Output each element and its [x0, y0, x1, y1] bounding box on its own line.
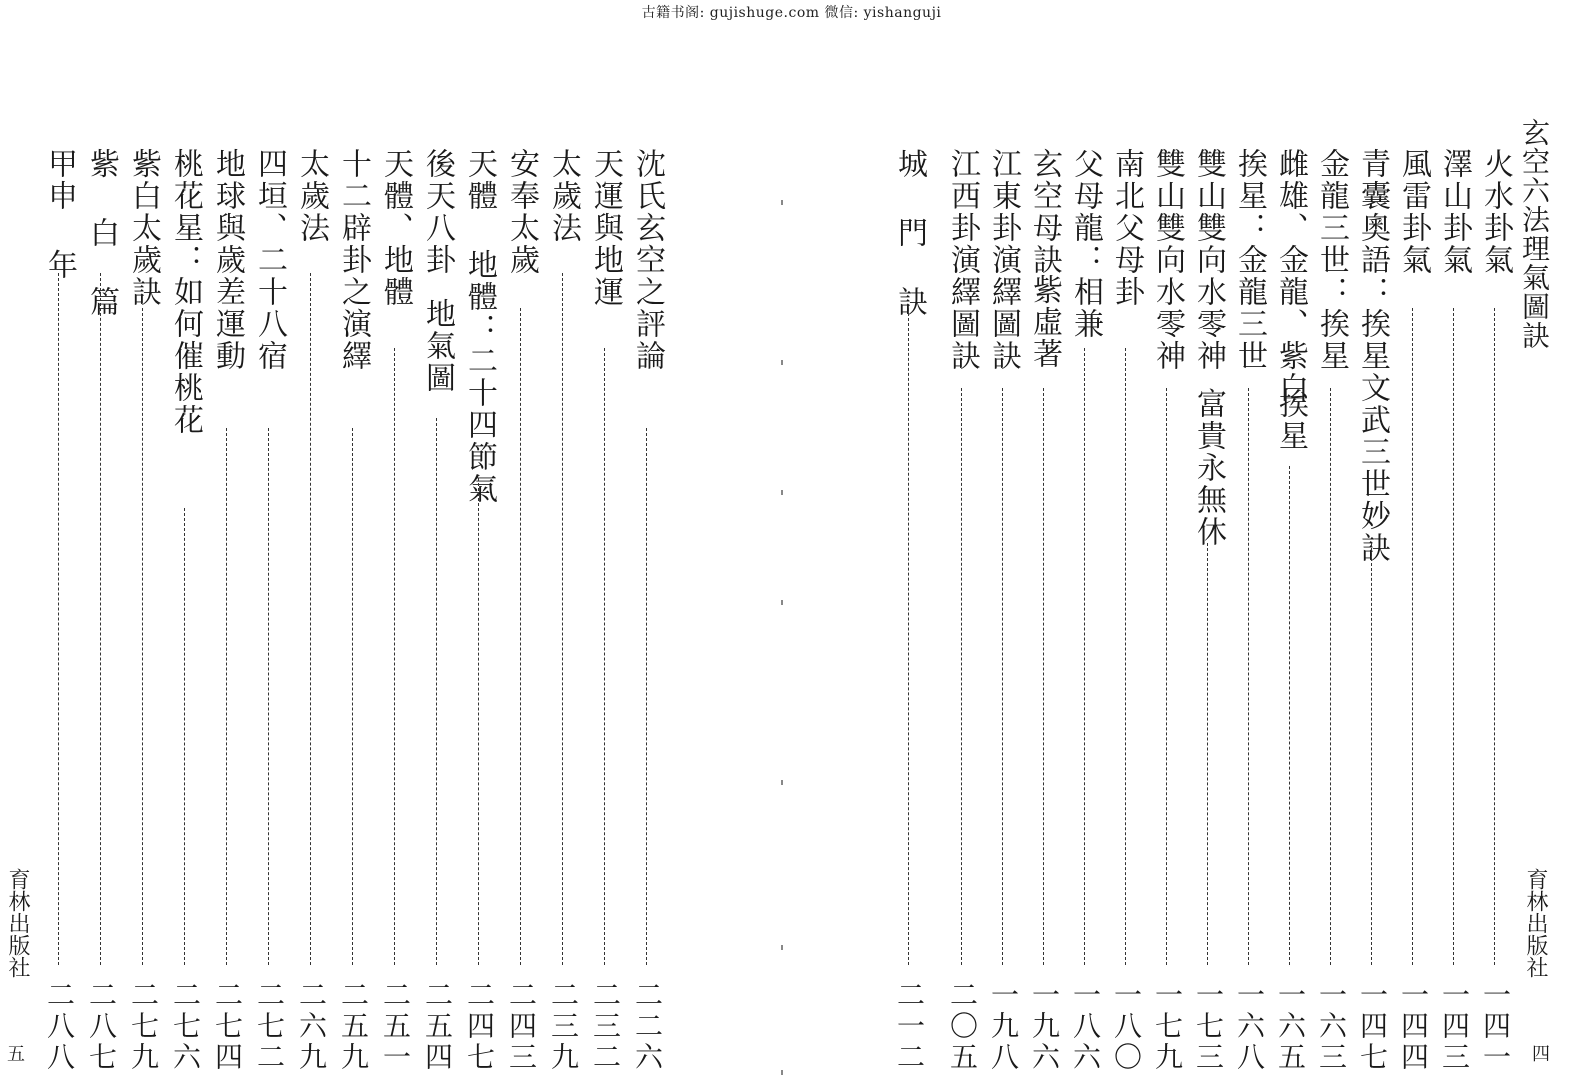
section-title: 玄空六法理氣圖訣: [1518, 118, 1551, 350]
toc-entry-title: 城 門 訣: [892, 148, 927, 318]
dotted-leader: [1289, 466, 1290, 965]
toc-entry: [292, 148, 330, 1073]
publisher-name: 育林出版社: [5, 868, 30, 978]
toc-entry-page: 二六九: [295, 980, 328, 1073]
toc-entry-title: 沈氏玄空之評論: [630, 148, 665, 372]
toc-entry: [544, 148, 582, 1073]
page-number: 五: [7, 1044, 25, 1065]
dotted-leader: [520, 308, 521, 965]
toc-entry-title: 江西卦演繹圖訣: [945, 148, 980, 372]
toc-entry: [208, 148, 246, 1073]
toc-entry-title: 挨星：金龍三世: [1232, 148, 1267, 372]
toc-entry: [984, 148, 1022, 1073]
dotted-leader: [1330, 388, 1331, 965]
dotted-leader: [142, 308, 143, 965]
toc-entry-title: 父母龍：相兼: [1068, 148, 1103, 340]
toc-entry: [166, 148, 204, 1073]
toc-entry: [334, 148, 372, 1073]
toc-entry-title: 南北父母卦: [1109, 148, 1144, 308]
toc-entry-page: 二七六: [169, 980, 202, 1073]
dotted-leader: [100, 273, 101, 965]
toc-entry: [1148, 148, 1186, 1073]
dotted-leader: [1453, 308, 1454, 965]
toc-entry: [1107, 148, 1145, 1073]
toc-entry: [1189, 148, 1227, 1073]
toc-entry: [628, 148, 666, 1073]
toc-entry: [1394, 148, 1432, 1073]
toc-entry-page: 一六八: [1233, 980, 1266, 1073]
dotted-leader: [961, 388, 962, 965]
toc-entry-page: 一八六: [1069, 980, 1102, 1073]
page-right: [790, 0, 1570, 1090]
toc-entry: [586, 148, 624, 1073]
toc-entry-page: 二三九: [547, 980, 580, 1073]
toc-entry-title: 安奉太歲: [504, 148, 539, 276]
dotted-leader: [436, 418, 437, 965]
dotted-leader: [268, 428, 269, 965]
toc-entry-page: 二七二: [253, 980, 286, 1073]
toc-entry-title: 天體 地體：二十四節氣: [462, 148, 497, 505]
toc-entry-title: 雙山雙向水零神: [1150, 148, 1185, 372]
toc-entry: [418, 148, 456, 1073]
toc-entry-title: 金龍三世：挨星: [1314, 148, 1349, 372]
dotted-leader: [226, 428, 227, 965]
toc-entry-page: 一四三: [1438, 980, 1471, 1073]
toc-entry-subtitle: 紫虛著: [1027, 274, 1062, 370]
dotted-leader: [646, 428, 647, 965]
toc-entry-page: 二五四: [421, 980, 454, 1073]
toc-entry: [460, 148, 498, 1073]
publisher-name: 育林出版社: [1523, 868, 1548, 978]
dotted-leader: [604, 348, 605, 965]
toc-entry-title: 江東卦演繹圖訣: [986, 148, 1021, 372]
dotted-leader: [58, 273, 59, 965]
toc-entry-subtitle: 富貴永無休: [1191, 388, 1226, 548]
toc-entry-page: 二七九: [127, 980, 160, 1073]
toc-entry: [1476, 148, 1514, 1073]
dotted-leader: [1494, 308, 1495, 965]
toc-entry-page: 二五九: [337, 980, 370, 1073]
dotted-leader: [1125, 348, 1126, 965]
toc-entry: [502, 148, 540, 1073]
toc-entry: [890, 148, 928, 1073]
dotted-leader: [394, 348, 395, 965]
toc-entry-title: 後天八卦: [420, 148, 455, 276]
toc-entry-title: 雙山雙向水零神: [1191, 148, 1226, 372]
toc-entry: [376, 148, 414, 1073]
dotted-leader: [1002, 388, 1003, 965]
dotted-leader: [184, 508, 185, 965]
toc-entry-page: 一六三: [1315, 980, 1348, 1073]
toc-entry: [1025, 148, 1063, 1073]
toc-entry-page: 二八七: [85, 980, 118, 1073]
toc-entry-title: 火水卦氣: [1478, 148, 1513, 276]
toc-entry-title: 紫白太歲訣: [126, 148, 161, 308]
toc-entry-title: 天運與地運: [588, 148, 623, 308]
toc-entry-page: 一四一: [1479, 980, 1512, 1073]
toc-entry-subtitle: 挨星: [1273, 388, 1308, 452]
toc-entry-page: 二二六: [631, 980, 664, 1073]
toc-entry-page: 一九六: [1028, 980, 1061, 1073]
toc-entry-page: 二〇五: [946, 980, 979, 1073]
toc-entry: [1353, 148, 1391, 1073]
toc-entry-title: 十二辟卦之演繹: [336, 148, 371, 372]
toc-entry: [943, 148, 981, 1073]
toc-entry-title: 天體、地體: [378, 148, 413, 308]
toc-entry-page: 二四七: [463, 980, 496, 1073]
dotted-leader: [1043, 388, 1044, 965]
toc-entry-page: 二七四: [211, 980, 244, 1073]
dotted-leader: [352, 428, 353, 965]
dotted-leader: [1371, 543, 1372, 965]
page-number: 四: [1532, 1044, 1550, 1065]
toc-entry-title: 甲申 年: [42, 148, 77, 281]
toc-entry: [40, 148, 78, 1073]
page-gutter: [781, 180, 783, 1080]
dotted-leader: [562, 273, 563, 965]
toc-entry-title: 青囊奧語：挨星文武三世妙訣: [1355, 148, 1390, 564]
dotted-leader: [478, 478, 479, 965]
toc-entry-page: 一四四: [1397, 980, 1430, 1073]
toc-entry-subtitle: 地氣圖: [420, 298, 455, 394]
toc-entry-title: 太歲法: [546, 148, 581, 244]
toc-entry: [1435, 148, 1473, 1073]
dotted-leader: [1166, 388, 1167, 965]
toc-entry: [82, 148, 120, 1073]
toc-entry: [1066, 148, 1104, 1073]
toc-entry-page: 一四七: [1356, 980, 1389, 1073]
toc-entry: [1312, 148, 1350, 1073]
toc-entry-title: 桃花星：如何催桃花: [168, 148, 203, 436]
toc-entry-page: 一七九: [1151, 980, 1184, 1073]
toc-entry-title: 風雷卦氣: [1396, 148, 1431, 276]
toc-entry-page: 一九八: [987, 980, 1020, 1073]
toc-entry-page: 二四三: [505, 980, 538, 1073]
dotted-leader: [1248, 388, 1249, 965]
toc-entry-title: 澤山卦氣: [1437, 148, 1472, 276]
toc-entry-title: 玄空母訣: [1027, 148, 1062, 276]
toc-entry-page: 二三二: [589, 980, 622, 1073]
toc-entry-page: 二八八: [43, 980, 76, 1073]
toc-entry: [1230, 148, 1268, 1073]
dotted-leader: [1412, 308, 1413, 965]
toc-entry-page: 一七三: [1192, 980, 1225, 1073]
toc-entry-title: 雌雄、金龍、紫白: [1273, 148, 1308, 404]
toc-entry-title: 四垣、二十八宿: [252, 148, 287, 372]
dotted-leader: [310, 273, 311, 965]
toc-entry: [124, 148, 162, 1073]
toc-entry-page: 二一二: [893, 980, 926, 1073]
toc-entry: [250, 148, 288, 1073]
toc-entry-title: 紫 白 篇: [84, 148, 119, 318]
toc-entry-title: 太歲法: [294, 148, 329, 244]
watermark: 古籍书阁: gujishuge.com 微信: yishanguji: [641, 5, 942, 21]
toc-entry: [1271, 148, 1309, 1073]
toc-entry-title: 地球與歲差運動: [210, 148, 245, 372]
toc-entry-page: 一六五: [1274, 980, 1307, 1073]
dotted-leader: [1207, 543, 1208, 965]
page-left: [0, 0, 780, 1090]
toc-entry-page: 一八〇: [1110, 980, 1143, 1073]
dotted-leader: [1084, 348, 1085, 965]
dotted-leader: [908, 308, 909, 965]
toc-entry-page: 二五一: [379, 980, 412, 1073]
